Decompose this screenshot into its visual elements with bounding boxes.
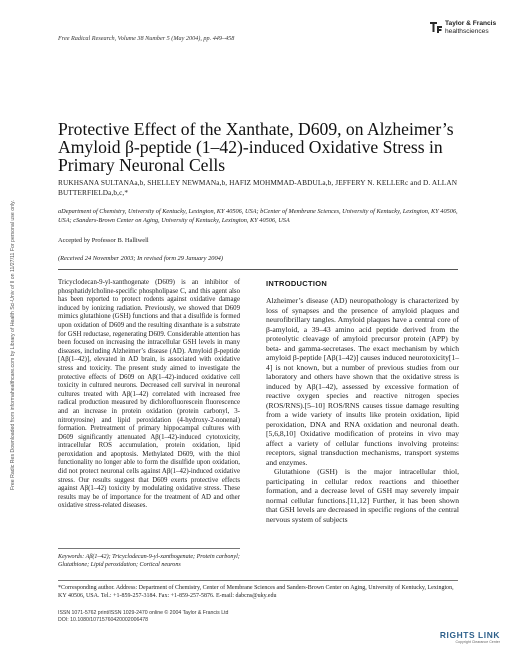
rightslink-logo[interactable] — [428, 630, 500, 644]
download-side-note — [0, 150, 20, 510]
journal-citation: Free Radical Research, Volume 38 Number 5 (May 2004), pp. 449–458 — [58, 35, 235, 42]
affiliations: aDepartment of Chemistry, University of Kentucky, Lexington, KY 40506, USA; bCenter of Membrane Sciences, University of Kentucky, Lexington, KY 40506, USA; cSanders-Brown Center on Aging, University of Kentucky, Lexington, KY 40506, USA — [58, 208, 458, 224]
authors: RUKHSANA SULTANAa,b, SHELLEY NEWMANa,b, HAFIZ MOHMMAD-ABDULa,b, JEFFERY N. KELLERc and D. ALLAN BUTTERFIELDa,b,c,* — [58, 178, 458, 197]
publisher-division: healthsciences — [445, 28, 489, 35]
introduction-body — [266, 296, 459, 524]
accepted-by: Accepted by Professor B. Halliwell — [58, 237, 149, 244]
corresponding-author-footnote: *Corresponding author. Address: Department of Chemistry, Center of Membrane Sciences and Sanders-Brown Center on Aging, University of Kentucky, Lexington, KY 40506, USA. Tel.: +1-859-257-3184. Fax: +1-859-257-5876. E-mail: dabcns@uky.edu — [58, 585, 454, 599]
publisher-logo — [428, 17, 498, 47]
rightslink-wordmark: RIGHTS LINK — [439, 630, 500, 640]
intro-paragraph-2: Glutathione (GSH) is the major intracellular thiol, participating in cellular redox reactions and thioether formation, and a decrease level of GSH may severely impair normal cellular functions.[11,12] Further, it has been shown that GSH levels are decreased in specific regions of the central nervous system of subjects — [266, 467, 459, 524]
issn-block — [58, 610, 358, 624]
header-divider — [58, 269, 458, 270]
intro-paragraph-1: Alzheimer’s disease (AD) neuropathology is characterized by loss of synapses and the presence of amyloid plaques and neurofibrillary tangles. Amyloid plaques have a central core of β-amyloid, a 39–43 amino acid peptide derived from the proteolytic cleavage of amyloid precursor protein (APP) by beta- and gamma-secretases. The exact mechanism by which amyloid β-peptide [Aβ(1–42)] causes induced neurotoxicity[1–4] is not known, but a number of previous studies from our laboratory and others have shown that the oxidative stress is induced by Aβ(1–42), assessed by excessive formation of reactive oxygen species and reactive nitrogen species (ROS/RNS).[5–10] ROS/RNS causes tissue damage resulting from a wide variety of insults like protein oxidation, lipid peroxidation, DNA and RNA oxidation and neuronal death.[5,6,8,10] Oxidative modification of proteins in vivo may affect a variety of cellular functions involving proteins: receptors, signal transduction mechanisms, transport systems and enzymes. — [266, 296, 459, 467]
keywords-divider — [58, 548, 240, 549]
keywords: Keywords: Aβ(1–42); Tricyclodecan-9-yl-xanthogenate; Protein carbonyl; Glutathione; Lipid peroxidation; Cortical neurons — [58, 554, 240, 568]
side-note-text: Free Radic Res Downloaded from informahealthcare.com by Library of Health Sci-Univ of Il on 11/27/11 For personal use only. — [10, 200, 16, 490]
paper-title: Protective Effect of the Xanthate, D609, on Alzheimer’s Amyloid β-peptide (1–42)-induced Oxidative Stress in Primary Neuronal Cells — [58, 119, 454, 175]
footnote-divider — [58, 580, 458, 581]
introduction-heading: INTRODUCTION — [266, 279, 328, 288]
received-dates: (Received 24 November 2003; In revised form 29 January 2004) — [58, 255, 223, 262]
abstract: Tricyclodecan-9-yl-xanthogenate (D609) is an inhibitor of phosphatidylcholine-specific phospholipase C, and this agent also has been reported to protect rodents against oxidative damage induced by ionizing radiation. Previously, we showed that D609 mimics glutathione (GSH) functions and that a disulfide is formed upon oxidation of D609 and the resulting dixanthate is a substrate for GSH reductase, regenerating D609. Considerable attention has been focused on increasing the intracellular GSH levels in many diseases, including Alzheimer’s disease (AD). Amyloid β-peptide [Aβ(1–42)], elevated in AD brain, is associated with oxidative stress and toxicity. The present study aimed to investigate the protective effects of D609 on Aβ(1–42)-induced oxidative cell toxicity in cultured neurons. Decreased cell survival in neuronal cultures treated with Aβ(1–42) correlated with increased free radical production measured by dichlorofluorescein fluorescence and an increase in protein oxidation (protein carbonyl, 3-nitrotyrosine) and lipid peroxidation (4-hydroxy-2-nonenal) formation. Pretreatment of primary hippocampal cultures with D609 significantly attenuated Aβ(1–42)-induced cytotoxicity, intracellular ROS accumulation, protein oxidation, lipid peroxidation and apoptosis. Methylated D609, with the thiol functionality no longer able to form the disulfide upon oxidation, did not protect neuronal cells against Aβ(1–42)-induced oxidative stress. Our results suggest that D609 exerts protective effects against Aβ(1–42) toxicity by modulating oxidative stress. These results may be of importance for the treatment of AD and other oxidative stress-related diseases. — [58, 279, 240, 510]
issn-line: ISSN 1071-5762 print/ISSN 1029-2470 online © 2004 Taylor & Francis Ltd — [58, 610, 229, 616]
rightslink-subtitle: Copyright Clearance Center — [455, 640, 500, 644]
taylor-francis-logo-icon — [428, 19, 444, 35]
doi-line: DOI: 10.1080/10715760420002006478 — [58, 617, 148, 623]
publisher-name: Taylor & Francis — [445, 20, 497, 27]
